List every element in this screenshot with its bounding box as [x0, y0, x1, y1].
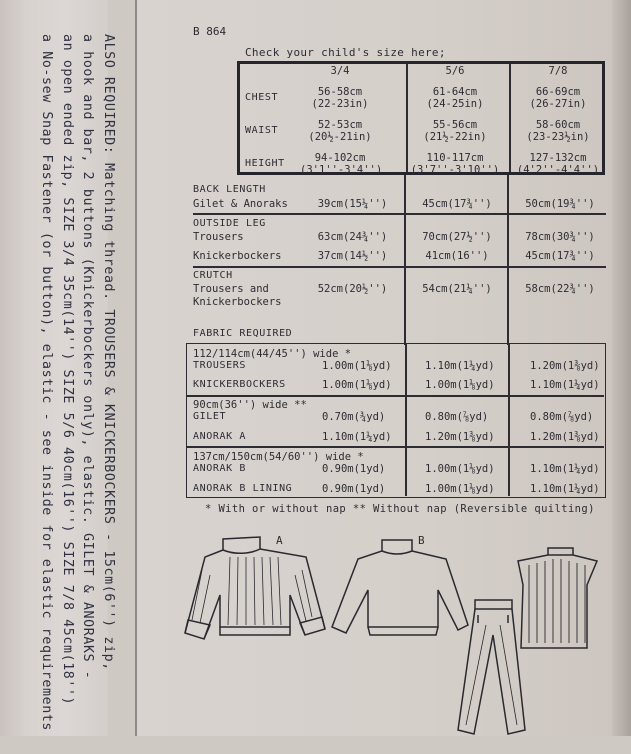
column-divider	[404, 175, 406, 345]
pattern-code: B 864	[193, 25, 227, 38]
illustration-label-a: A	[276, 534, 283, 547]
illustration-label-b: B	[418, 534, 425, 547]
fabric-footnote: * With or without nap ** Without nap (Reversible quilting)	[205, 503, 595, 515]
fabric-label: ANORAK A	[193, 431, 246, 442]
fabric-value: 1.00m(1⅛yd)	[425, 379, 495, 391]
column-divider	[507, 175, 509, 345]
measurement-value: 41cm(16'')	[425, 250, 489, 262]
row-divider	[193, 266, 606, 268]
size-value: 56-58cm (22-23in)	[311, 86, 369, 110]
fabric-required-heading: FABRIC REQUIRED	[193, 328, 293, 339]
size-value: 94-102cm (3'1''-3'4'')	[300, 152, 383, 176]
fabric-value: 1.10m(1¼yd)	[322, 431, 392, 443]
anorak-b-illustration	[330, 535, 470, 645]
fabric-label: ANORAK B LINING	[193, 483, 293, 494]
measurement-label: Knickerbockers	[193, 250, 282, 262]
also-required-text	[36, 34, 118, 754]
size-value: 55-56cm (21½-22in)	[423, 119, 487, 143]
row-label-height: HEIGHT	[245, 158, 285, 169]
fabric-width: 137cm/150cm(54/60'') wide *	[193, 451, 364, 463]
anorak-a-illustration	[180, 535, 340, 645]
row-label-chest: CHEST	[245, 92, 279, 103]
back-length-heading: BACK LENGTH	[193, 184, 266, 195]
fabric-value: 1.10m(1¼yd)	[425, 360, 495, 372]
size-value: 52-53cm (20½-21in)	[308, 119, 372, 143]
crutch-heading: CRUTCH	[193, 270, 233, 281]
row-divider	[193, 213, 606, 215]
size-chart-heading: Check your child's size here;	[245, 46, 446, 59]
measurement-label: Trousers and	[193, 283, 269, 295]
gilet-illustration	[515, 545, 605, 655]
also-required-line: a No-sew Snap Fastener (or button), elastic - see inside for elastic requirements	[39, 34, 55, 732]
fabric-value: 1.00m(1⅛yd)	[322, 379, 392, 391]
size-value: 66-69cm (26-27in)	[529, 86, 587, 110]
row-divider	[187, 395, 604, 397]
size-value: 127-132cm (4'2''-4'4'')	[516, 152, 600, 176]
column-divider	[405, 344, 407, 496]
fold-line	[135, 0, 137, 736]
fabric-width: 112/114cm(44/45'') wide *	[193, 348, 352, 360]
size-header: 7/8	[548, 65, 568, 77]
row-label-waist: WAIST	[245, 125, 279, 136]
fabric-value: 1.00m(1⅛yd)	[425, 483, 495, 495]
fabric-value: 0.80m(⅞yd)	[530, 411, 594, 423]
fabric-value: 0.80m(⅞yd)	[425, 411, 489, 423]
fabric-value: 1.00m(1⅛yd)	[322, 360, 392, 372]
fabric-value: 1.20m(1⅜yd)	[530, 360, 600, 372]
measurement-value: 45cm(17¾'')	[525, 250, 595, 262]
measurement-value: 63cm(24¾'')	[317, 231, 388, 243]
size-value: 58-60cm (23-23½in)	[526, 119, 590, 143]
measurement-value: 52cm(20½'')	[317, 283, 388, 295]
outside-leg-heading: OUTSIDE LEG	[193, 218, 266, 229]
size-value: 61-64cm (24-25in)	[426, 86, 484, 110]
fabric-value: 1.10m(1¼yd)	[530, 483, 600, 495]
also-required-line: a hook and bar, 2 buttons (Knickerbockers only), elastic. GILET & ANORAKS -	[80, 34, 96, 680]
measurement-value: 45cm(17¾'')	[422, 198, 492, 210]
fabric-value: 0.70m(¾yd)	[322, 411, 386, 423]
measurement-value: 37cm(14½'')	[317, 250, 388, 262]
also-required-line: ALSO REQUIRED: Matching thread. TROUSERS & KNICKERBOCKERS - 15cm(6'') zip,	[101, 34, 116, 671]
fabric-label: TROUSERS	[193, 360, 246, 371]
fabric-value: 1.20m(1⅜yd)	[425, 431, 495, 443]
fabric-value: 0.90m(1yd)	[322, 463, 386, 475]
measurement-value: 58cm(22¾'')	[525, 283, 595, 295]
measurement-value: 50cm(19¾'')	[525, 198, 595, 210]
fabric-value: 0.90m(1yd)	[322, 483, 386, 495]
measurement-label: Knickerbockers	[193, 296, 282, 308]
fabric-value: 1.20m(1⅜yd)	[530, 431, 600, 443]
fabric-label: GILET	[193, 411, 227, 422]
right-edge-shadow	[612, 0, 631, 736]
fabric-width: 90cm(36'') wide **	[193, 399, 307, 411]
size-header: 3/4	[330, 65, 350, 77]
fabric-label: ANORAK B	[193, 463, 246, 474]
row-divider	[187, 446, 604, 448]
measurement-value: 54cm(21¼'')	[422, 283, 492, 295]
measurement-value: 78cm(30¾'')	[525, 231, 595, 243]
fabric-label: KNICKERBOCKERS	[193, 379, 286, 390]
column-divider	[508, 344, 510, 496]
size-header: 5/6	[445, 65, 465, 77]
measurement-label: Trousers	[193, 231, 244, 243]
fabric-value: 1.10m(1¼yd)	[530, 379, 600, 391]
fabric-value: 1.00m(1⅛yd)	[425, 463, 495, 475]
measurement-value: 39cm(15¼'')	[317, 198, 388, 210]
also-required-line: an open ended zip, SIZE 3/4 35cm(14'') SIZE 5/6 40cm(16'') SIZE 7/8 45cm(18'')	[60, 34, 75, 706]
measurement-value: 70cm(27½'')	[422, 231, 492, 243]
size-value: 110-117cm (3'7''-3'10'')	[410, 152, 500, 176]
also-required-panel	[16, 0, 126, 736]
fabric-value: 1.10m(1¼yd)	[530, 463, 600, 475]
measurement-label: Gilet & Anoraks	[193, 198, 288, 210]
